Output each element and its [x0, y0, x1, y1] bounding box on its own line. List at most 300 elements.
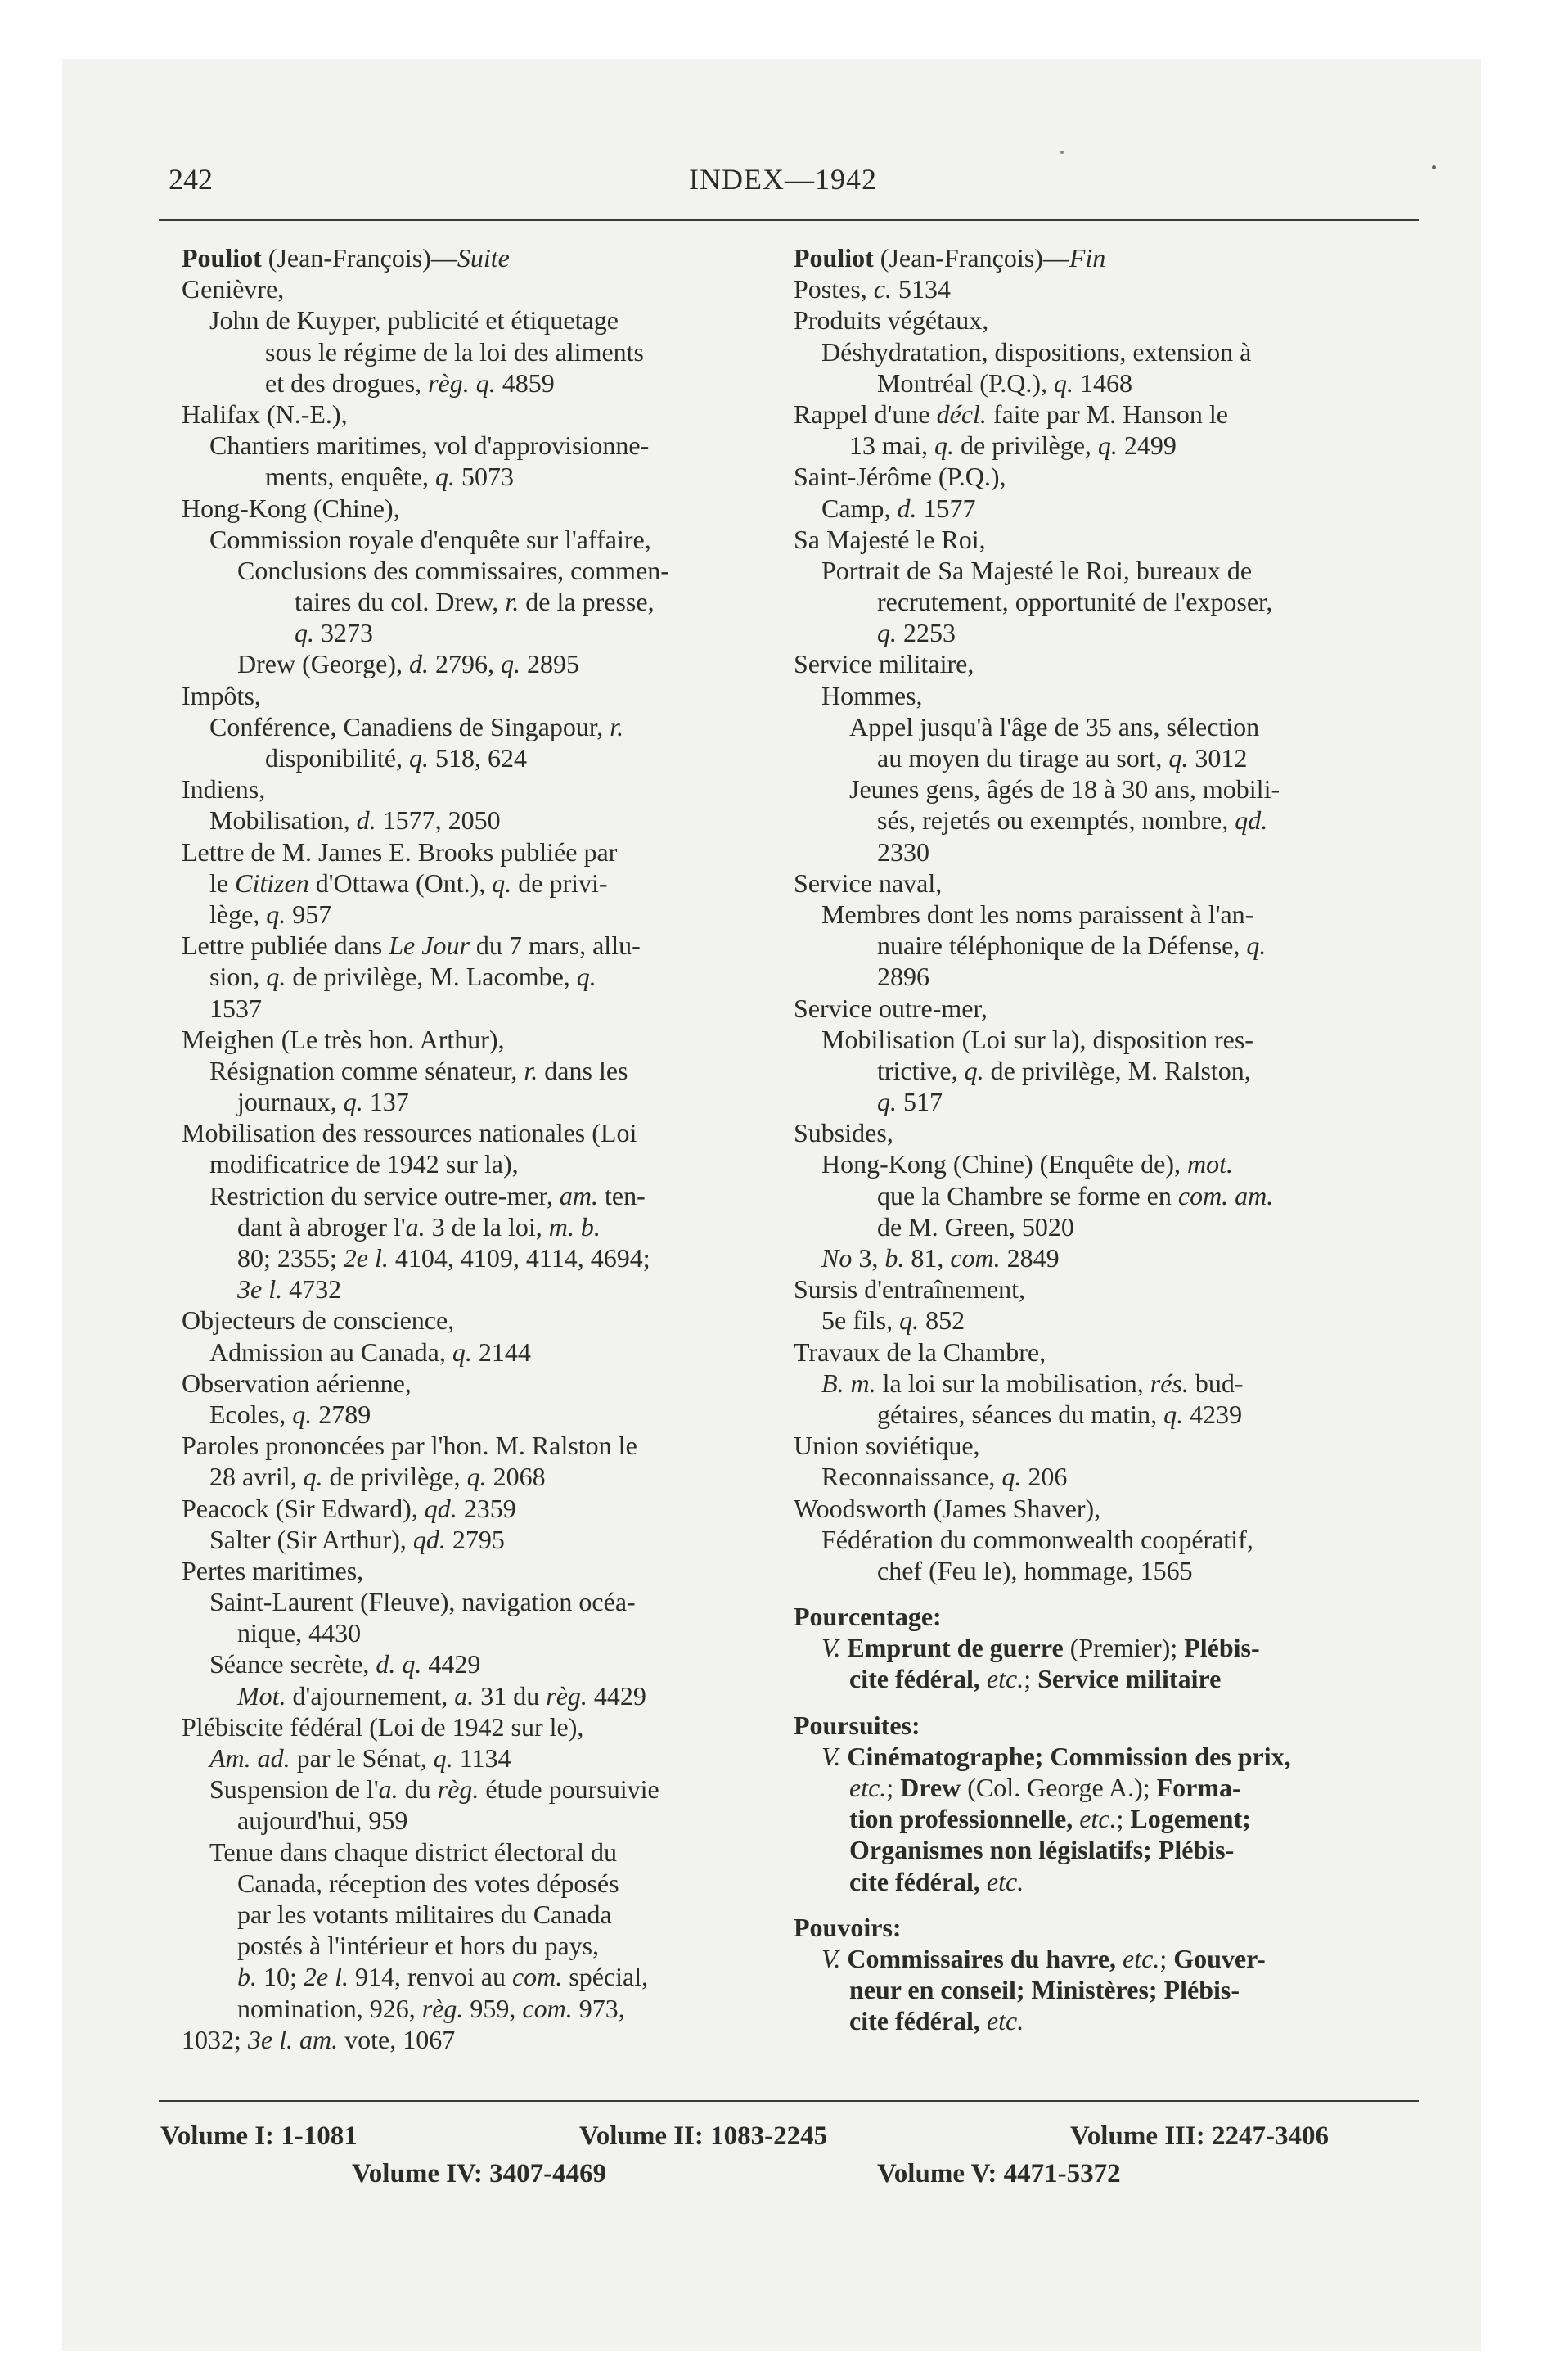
- footer-row: [160, 2159, 1420, 2197]
- index-text: 3e l.: [237, 1274, 283, 1305]
- index-text: 3,: [852, 1243, 885, 1273]
- index-text: q.: [899, 1305, 920, 1336]
- index-text: trictive,: [877, 1055, 965, 1085]
- index-line: [182, 1024, 764, 1055]
- index-text: q.: [877, 1087, 897, 1117]
- index-text: 4732: [282, 1274, 342, 1305]
- index-line: [182, 273, 764, 304]
- index-text: postés à l'intérieur et hors du pays,: [237, 1931, 600, 1961]
- index-text: Cinématographe; Commission des prix,: [847, 1741, 1291, 1771]
- index-line: [794, 1024, 1415, 1055]
- index-text: q.: [500, 649, 520, 679]
- index-line: [794, 1305, 1415, 1336]
- index-text: q.: [409, 743, 429, 773]
- index-text: Tenue dans chaque district électoral du: [209, 1837, 617, 1867]
- index-text: Hong-Kong (Chine),: [182, 493, 400, 523]
- index-text: q.: [1163, 1399, 1184, 1429]
- index-text: 1134: [452, 1743, 511, 1773]
- index-text: cite fédéral,: [849, 2006, 987, 2036]
- index-text: 4104, 4109, 4114, 4694;: [388, 1243, 650, 1273]
- index-text: q.: [934, 430, 954, 461]
- index-text: cite fédéral,: [849, 1866, 987, 1896]
- index-text: Portrait de Sa Majesté le Roi, bureaux de: [821, 555, 1253, 585]
- index-line: [794, 836, 1415, 868]
- index-line: [794, 1834, 1415, 1865]
- index-text: 1537: [209, 993, 262, 1023]
- index-text: q.: [492, 868, 512, 898]
- index-text: 3012: [1188, 743, 1248, 773]
- index-line: [182, 555, 764, 586]
- index-text: Postes,: [794, 274, 874, 304]
- index-text: modificatrice de 1942 sur la),: [209, 1149, 519, 1179]
- index-line: [182, 1305, 764, 1336]
- volume-range: Volume V: 4471-5372: [877, 2159, 1121, 2188]
- index-line: [182, 836, 764, 868]
- index-text: Jeunes gens, âgés de 18 à 30 ans, mobili-: [849, 774, 1280, 805]
- index-text: Hommes,: [821, 680, 923, 710]
- index-text: règ.: [421, 1993, 464, 2023]
- index-line: [182, 1868, 764, 1899]
- index-text: Séance secrète,: [209, 1649, 376, 1679]
- index-line: [794, 899, 1415, 930]
- index-text: disponibilité,: [265, 743, 409, 773]
- index-line: [794, 242, 1415, 273]
- index-line: [794, 399, 1415, 430]
- index-text: q.: [877, 618, 897, 648]
- index-text: décl.: [936, 399, 987, 429]
- footer-row: [160, 2121, 1420, 2159]
- index-text: q.: [266, 899, 286, 929]
- index-text: la loi sur la mobilisation,: [875, 1368, 1150, 1398]
- index-line: [794, 367, 1415, 399]
- index-text: Pourcentage:: [794, 1602, 942, 1632]
- index-text: a.: [405, 1211, 425, 1242]
- index-line: [182, 1430, 764, 1461]
- index-text: Fin: [1069, 243, 1106, 273]
- footer-rule: [159, 2100, 1419, 2102]
- index-text: V.: [821, 1943, 841, 1973]
- index-text: sés, rejetés ou exemptés, nombre,: [877, 805, 1235, 836]
- index-line: [182, 1774, 764, 1805]
- index-line: [182, 1148, 764, 1179]
- index-line: [794, 1974, 1415, 2005]
- index-text: 957: [286, 899, 332, 929]
- index-text: Fédération du commonwealth coopératif,: [821, 1524, 1253, 1554]
- index-text: Logement;: [1130, 1804, 1251, 1834]
- index-line: [182, 1055, 764, 1086]
- index-text: nique, 4430: [237, 1618, 362, 1648]
- index-text: r.: [610, 711, 624, 741]
- index-text: Travaux de la Chambre,: [794, 1336, 1046, 1367]
- index-line: [182, 1930, 764, 1961]
- index-text: 4859: [495, 367, 555, 398]
- index-text: Lettre publiée dans: [182, 931, 389, 961]
- index-text: par les votants militaires du Canada: [237, 1899, 612, 1929]
- index-text: 1032;: [182, 2024, 248, 2054]
- index-text: 3 de la loi,: [425, 1211, 549, 1242]
- index-text: cite fédéral,: [849, 1664, 987, 1694]
- index-text: Conclusions des commissaires, commen-: [237, 555, 669, 585]
- index-text: (Jean-François)—: [261, 243, 457, 273]
- index-text: 914, renvoi au: [348, 1962, 512, 1992]
- scan-speck: [1432, 165, 1436, 169]
- index-line: [182, 1273, 764, 1305]
- index-text: Pouvoirs:: [794, 1912, 902, 1942]
- index-text: Pertes maritimes,: [182, 1555, 364, 1585]
- index-text: V.: [821, 1741, 841, 1771]
- index-text: 10;: [257, 1962, 304, 1992]
- index-line: [794, 1710, 1415, 1741]
- index-text: John de Kuyper, publicité et étiquetage: [209, 305, 619, 336]
- index-text: 2849: [1000, 1243, 1060, 1273]
- index-line: [182, 711, 764, 742]
- index-line: [794, 805, 1415, 836]
- index-line: [794, 617, 1415, 648]
- index-text: q.: [1168, 743, 1189, 773]
- index-text: Montréal (P.Q.),: [877, 367, 1054, 398]
- index-line: [794, 555, 1415, 586]
- index-text: d.: [408, 649, 429, 679]
- index-line: [182, 1086, 764, 1117]
- index-line: [182, 1648, 764, 1679]
- index-text: ;: [1159, 1943, 1174, 1973]
- index-text: etc.: [986, 2006, 1024, 2036]
- index-text: 4429: [421, 1649, 481, 1679]
- index-text: 959,: [463, 1993, 523, 2023]
- index-line: [794, 1632, 1415, 1663]
- index-line: [794, 304, 1415, 336]
- index-text: 852: [919, 1305, 965, 1336]
- index-text: Pouliot: [794, 243, 874, 273]
- index-text: de privilège,: [322, 1462, 467, 1492]
- index-text: q.: [466, 1462, 487, 1492]
- index-text: Service outre-mer,: [794, 993, 988, 1023]
- index-text: com.: [522, 1993, 573, 2023]
- index-line: [794, 1211, 1415, 1242]
- index-line: [182, 1961, 764, 1992]
- running-head: INDEX—1942: [689, 163, 877, 196]
- index-line: [182, 1680, 764, 1711]
- index-line: [794, 586, 1415, 617]
- index-text: Union soviétique,: [794, 1431, 980, 1461]
- index-text: 2795: [445, 1524, 505, 1554]
- index-line: [182, 1899, 764, 1930]
- index-column-left: [182, 242, 764, 2055]
- index-text: spécial,: [562, 1962, 649, 1992]
- index-text: Emprunt de guerre: [847, 1633, 1064, 1663]
- index-text: Genièvre,: [182, 274, 285, 304]
- index-line: [794, 868, 1415, 899]
- index-text: 81,: [904, 1243, 951, 1273]
- index-text: 5073: [454, 462, 514, 492]
- index-line: [182, 1711, 764, 1742]
- index-text: nuaire téléphonique de la Défense,: [877, 931, 1247, 961]
- index-text: 2e l.: [343, 1243, 389, 1273]
- index-text: d.: [897, 493, 917, 523]
- index-line: [794, 336, 1415, 367]
- index-line: [182, 2024, 764, 2055]
- index-text: Suspension de l': [209, 1774, 379, 1805]
- index-text: au moyen du tirage au sort,: [877, 743, 1169, 773]
- index-line: [182, 648, 764, 679]
- index-text: chef (Feu le), hommage, 1565: [877, 1555, 1193, 1585]
- index-text: taires du col. Drew,: [295, 587, 506, 617]
- index-text: 31 du: [474, 1680, 547, 1711]
- index-line: [182, 336, 764, 367]
- index-text: de privilège,: [953, 430, 1098, 461]
- index-text: 2789: [312, 1399, 371, 1429]
- index-text: de M. Green, 5020: [877, 1211, 1074, 1242]
- index-text: ;: [1024, 1664, 1038, 1694]
- index-text: q.: [434, 462, 455, 492]
- index-text: 2144: [471, 1336, 531, 1367]
- index-line: [182, 1555, 764, 1586]
- index-text: Drew (George),: [237, 649, 409, 679]
- index-line: [182, 493, 764, 524]
- index-line: [182, 1211, 764, 1242]
- index-text: nomination, 926,: [237, 1993, 422, 2023]
- volume-range: Volume II: 1083-2245: [579, 2121, 828, 2151]
- index-text: b.: [237, 1962, 257, 1992]
- index-line: [794, 1430, 1415, 1461]
- index-text: faite par M. Hanson le: [986, 399, 1228, 429]
- index-text: neur en conseil; Ministères; Plébis-: [849, 1975, 1240, 2005]
- index-line: [182, 868, 764, 899]
- index-text: q.: [1053, 367, 1073, 398]
- index-text: d. q.: [376, 1649, 422, 1679]
- index-line: [794, 1524, 1415, 1555]
- index-text: Impôts,: [182, 680, 261, 710]
- index-text: qd.: [424, 1493, 457, 1523]
- index-text: 1577: [916, 493, 976, 523]
- index-text: Indiens,: [182, 774, 266, 805]
- index-text: 5134: [892, 274, 951, 304]
- index-line: [182, 524, 764, 555]
- index-text: Sa Majesté le Roi,: [794, 524, 986, 554]
- index-line: [794, 961, 1415, 992]
- index-line: [182, 1617, 764, 1648]
- index-text: rés.: [1150, 1368, 1189, 1398]
- index-text: Produits végétaux,: [794, 305, 989, 336]
- index-text: q.: [295, 618, 314, 648]
- section-gap: [794, 1897, 1415, 1912]
- index-text: et des drogues,: [265, 367, 429, 398]
- index-text: par le Sénat,: [290, 1743, 434, 1773]
- index-text: q.: [1246, 931, 1267, 961]
- index-text: q.: [303, 1462, 323, 1492]
- index-text: etc.: [849, 1773, 887, 1802]
- index-line: [182, 1837, 764, 1868]
- index-line: [182, 930, 764, 961]
- index-line: [182, 242, 764, 273]
- index-text: 2359: [457, 1493, 516, 1523]
- index-text: Mobilisation,: [209, 805, 357, 836]
- index-text: Chantiers maritimes, vol d'approvisionne-: [209, 430, 650, 461]
- index-line: [182, 586, 764, 617]
- index-text: Hong-Kong (Chine) (Enquête de),: [821, 1149, 1187, 1179]
- index-text: Le Jour: [389, 931, 470, 961]
- index-line: [182, 367, 764, 399]
- index-text: Commission royale d'enquête sur l'affaire,: [209, 524, 651, 554]
- index-text: 2e l.: [303, 1962, 349, 1992]
- index-text: ments, enquête,: [265, 462, 435, 492]
- index-line: [794, 273, 1415, 304]
- index-text: Citizen: [235, 868, 309, 898]
- index-line: [182, 805, 764, 836]
- index-text: a.: [454, 1680, 475, 1711]
- index-text: 2330: [877, 836, 929, 867]
- index-text: ;: [1116, 1804, 1131, 1834]
- index-text: lège,: [209, 899, 267, 929]
- index-text: (Col. George A.);: [961, 1773, 1157, 1802]
- index-text: 13 mai,: [849, 430, 934, 461]
- page-number: 242: [169, 163, 213, 196]
- index-text: dant à abroger l': [237, 1211, 406, 1242]
- index-line: [794, 1663, 1415, 1694]
- index-text: 2499: [1117, 430, 1177, 461]
- index-line: [794, 773, 1415, 805]
- index-text: etc.: [986, 1664, 1024, 1694]
- index-line: [794, 430, 1415, 461]
- index-text: étude poursuivie: [479, 1774, 659, 1805]
- index-line: [794, 1148, 1415, 1179]
- index-line: [794, 1943, 1415, 1974]
- index-text: 2068: [486, 1462, 546, 1492]
- index-line: [794, 493, 1415, 524]
- index-line: [182, 1461, 764, 1492]
- index-text: 517: [897, 1087, 943, 1117]
- index-text: bud-: [1188, 1368, 1244, 1398]
- index-text: Pouliot: [182, 243, 262, 273]
- index-text: Commissaires du havre,: [847, 1943, 1123, 1973]
- volume-footer: [160, 2121, 1420, 2197]
- index-line: [794, 1601, 1415, 1632]
- index-line: [794, 1242, 1415, 1273]
- index-line: [794, 1055, 1415, 1086]
- index-text: 3273: [314, 618, 373, 648]
- index-column-right: [794, 242, 1415, 2037]
- index-line: [794, 648, 1415, 679]
- index-text: 4429: [587, 1680, 646, 1711]
- index-text: Service militaire,: [794, 649, 974, 679]
- index-text: 2896: [877, 962, 929, 992]
- index-text: qd.: [1235, 805, 1268, 836]
- index-text: am.: [559, 1180, 599, 1210]
- index-text: du: [398, 1774, 438, 1805]
- index-line: [182, 430, 764, 461]
- index-text: Reconnaissance,: [821, 1462, 1002, 1492]
- index-text: 518, 624: [429, 743, 527, 773]
- index-text: le: [209, 868, 236, 898]
- index-text: d'Ottawa (Ont.),: [308, 868, 493, 898]
- index-text: 2253: [897, 618, 956, 648]
- index-line: [182, 1180, 764, 1211]
- index-text: aujourd'hui, 959: [237, 1805, 408, 1836]
- section-gap: [794, 1695, 1415, 1710]
- index-text: Paroles prononcées par l'hon. M. Ralston le: [182, 1431, 637, 1461]
- index-text: de la presse,: [519, 587, 655, 617]
- index-text: Résignation comme sénateur,: [209, 1055, 524, 1085]
- index-text: c.: [873, 274, 892, 304]
- index-text: Mobilisation (Loi sur la), disposition res-: [821, 1024, 1253, 1054]
- index-line: [182, 304, 764, 336]
- index-line: [182, 1742, 764, 1774]
- index-text: d'ajournement,: [286, 1680, 455, 1711]
- index-text: Appel jusqu'à l'âge de 35 ans, sélection: [849, 711, 1260, 741]
- index-text: b.: [884, 1243, 905, 1273]
- index-line: [794, 524, 1415, 555]
- index-line: [794, 1336, 1415, 1368]
- index-text: gétaires, séances du matin,: [877, 1399, 1164, 1429]
- index-line: [794, 1555, 1415, 1586]
- index-line: [182, 461, 764, 492]
- index-text: Observation aérienne,: [182, 1368, 412, 1398]
- index-line: [182, 1242, 764, 1273]
- index-text: com.: [950, 1243, 1001, 1273]
- index-text: q.: [1097, 430, 1118, 461]
- index-text: qd.: [412, 1524, 446, 1554]
- index-line: [182, 1368, 764, 1399]
- index-text: dans les: [538, 1055, 628, 1085]
- index-text: q.: [266, 962, 286, 992]
- index-text: q.: [452, 1336, 472, 1367]
- index-text: Camp,: [821, 493, 898, 523]
- index-line: [794, 2005, 1415, 2036]
- index-text: Rappel d'une: [794, 399, 937, 429]
- index-text: Woodsworth (James Shaver),: [794, 1493, 1101, 1523]
- index-text: ;: [886, 1773, 901, 1802]
- index-text: Saint-Laurent (Fleuve), navigation océa-: [209, 1587, 636, 1617]
- index-line: [794, 1866, 1415, 1897]
- index-text: mot.: [1186, 1149, 1233, 1179]
- index-text: Admission au Canada,: [209, 1336, 452, 1367]
- index-text: 4239: [1183, 1399, 1243, 1429]
- index-text: Suite: [457, 243, 510, 273]
- index-text: Objecteurs de conscience,: [182, 1305, 455, 1336]
- index-text: com. am.: [1177, 1180, 1274, 1210]
- volume-range: Volume III: 2247-3406: [1070, 2121, 1329, 2151]
- index-line: [182, 773, 764, 805]
- index-text: Mot.: [237, 1680, 286, 1711]
- index-line: [182, 399, 764, 430]
- index-text: tion professionnelle,: [849, 1804, 1080, 1834]
- index-text: règ.: [546, 1680, 587, 1711]
- index-text: etc.: [1123, 1943, 1160, 1973]
- index-line: [794, 1180, 1415, 1211]
- index-text: Service naval,: [794, 868, 943, 898]
- index-text: q.: [433, 1743, 453, 1773]
- index-text: Salter (Sir Arthur),: [209, 1524, 413, 1554]
- index-line: [794, 461, 1415, 492]
- index-text: de privilège, M. Lacombe,: [286, 962, 577, 992]
- index-text: etc.: [986, 1866, 1024, 1896]
- index-text: a.: [378, 1774, 398, 1805]
- index-text: r.: [524, 1055, 538, 1085]
- index-text: Canada, réception des votes déposés: [237, 1868, 619, 1898]
- index-text: Restriction du service outre-mer,: [209, 1180, 560, 1210]
- index-text: q.: [1001, 1462, 1022, 1492]
- index-line: [794, 1493, 1415, 1524]
- index-text: (Premier);: [1063, 1633, 1185, 1663]
- index-text: recrutement, opportunité de l'exposer,: [877, 587, 1273, 617]
- index-text: Organismes non législatifs; Plébis-: [849, 1835, 1235, 1865]
- index-text: que la Chambre se forme en: [877, 1180, 1178, 1210]
- index-text: de privilège, M. Ralston,: [983, 1055, 1251, 1085]
- index-text: Lettre de M. James E. Brooks publiée par: [182, 836, 618, 867]
- index-text: 3e l. am.: [247, 2024, 339, 2054]
- index-text: m. b.: [548, 1211, 601, 1242]
- index-text: q.: [964, 1055, 984, 1085]
